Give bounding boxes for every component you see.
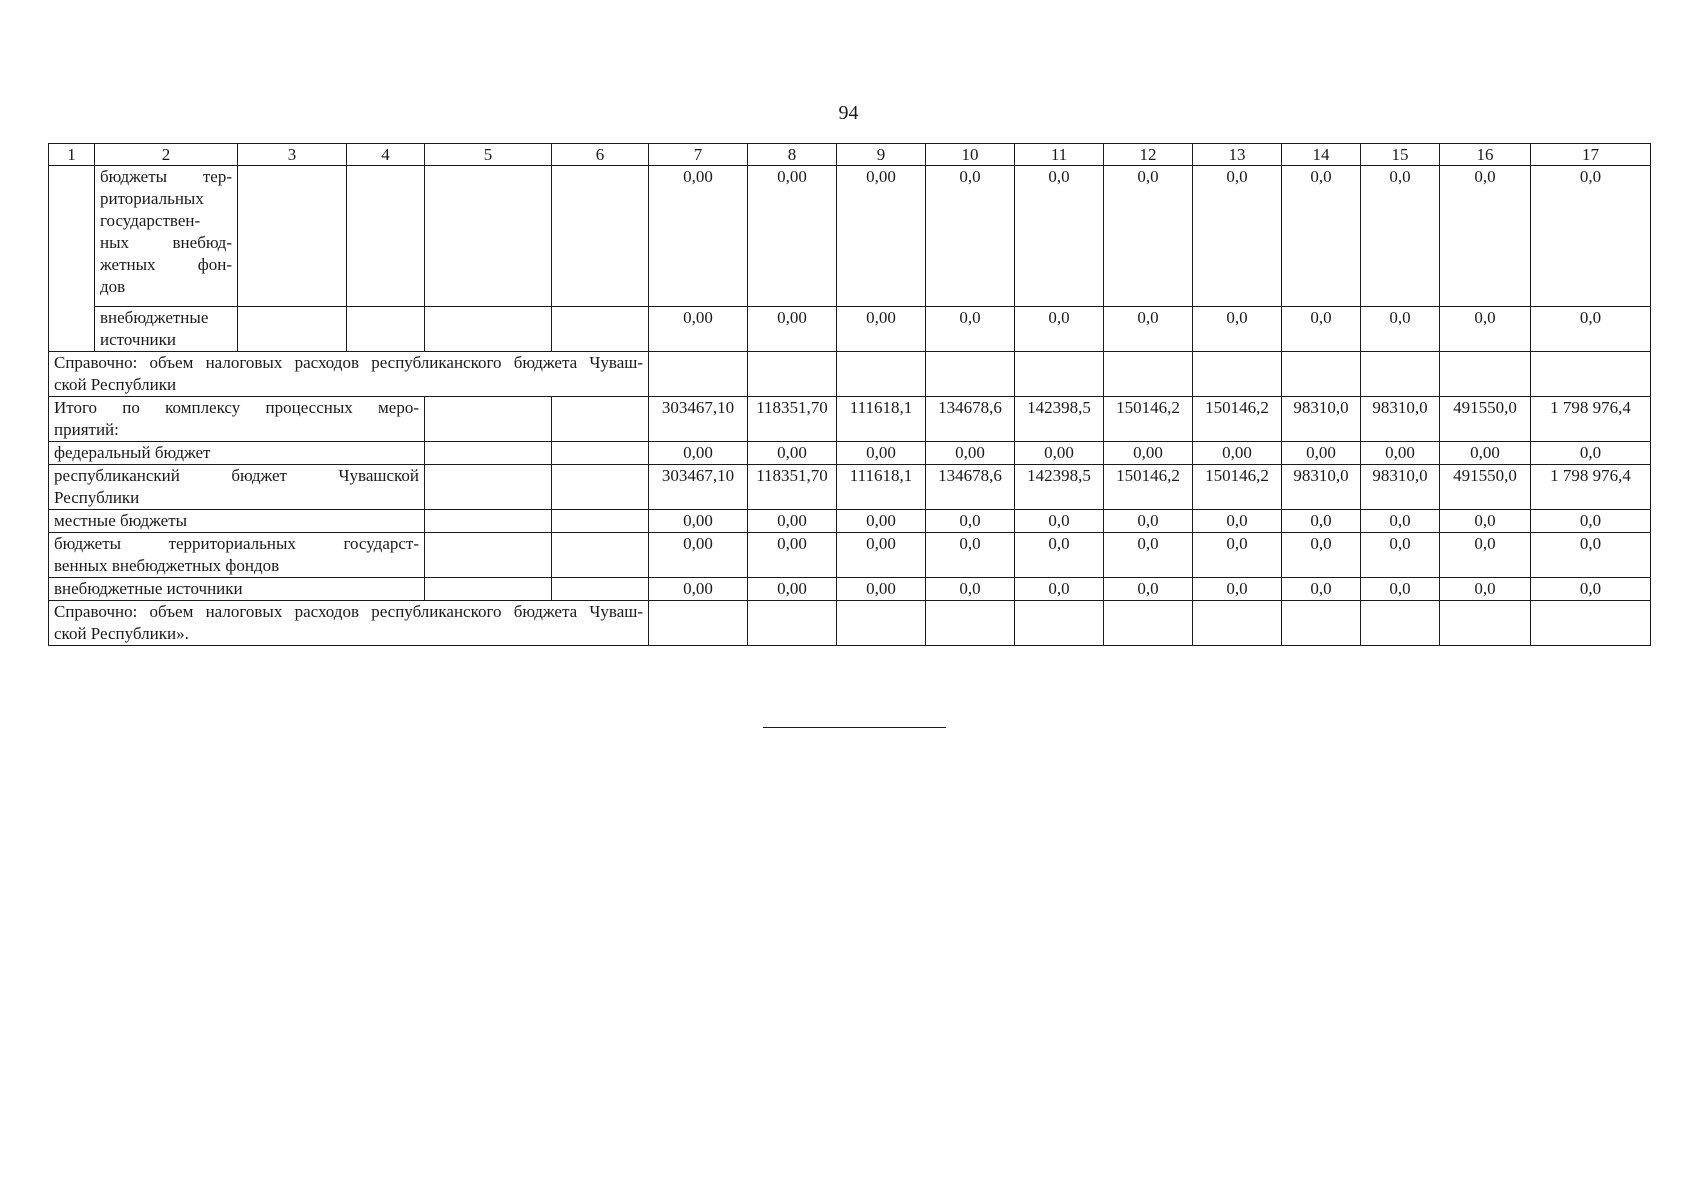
empty-cell bbox=[425, 533, 552, 578]
empty-cell bbox=[238, 307, 347, 352]
table-row bbox=[49, 533, 1651, 578]
value-cell: 0,0 bbox=[1440, 578, 1531, 601]
footer-rule bbox=[763, 727, 946, 728]
empty-cell bbox=[837, 352, 926, 397]
label-line: дов bbox=[100, 277, 126, 296]
value-cell: 0,00 bbox=[748, 307, 837, 352]
table-row bbox=[49, 307, 1651, 352]
row-label bbox=[95, 166, 238, 307]
value-cell: 142398,5 bbox=[1015, 397, 1104, 442]
empty-cell bbox=[1015, 352, 1104, 397]
row-label bbox=[49, 533, 425, 578]
label-line: федеральный бюджет bbox=[54, 443, 211, 462]
value-cell: 0,00 bbox=[649, 307, 748, 352]
value-cell: 0,0 bbox=[1015, 533, 1104, 578]
column-header: 16 bbox=[1440, 144, 1531, 166]
empty-cell bbox=[1015, 601, 1104, 646]
value-cell: 0,0 bbox=[1015, 307, 1104, 352]
value-cell: 0,0 bbox=[1104, 533, 1193, 578]
empty-cell bbox=[552, 510, 649, 533]
empty-cell bbox=[425, 465, 552, 510]
empty-cell bbox=[552, 465, 649, 510]
value-cell: 0,0 bbox=[1282, 533, 1361, 578]
value-cell: 0,00 bbox=[748, 533, 837, 578]
empty-cell bbox=[748, 601, 837, 646]
value-cell: 0,0 bbox=[1440, 166, 1531, 307]
value-cell: 0,0 bbox=[1531, 442, 1651, 465]
empty-cell bbox=[1440, 601, 1531, 646]
label-line: бюджеты территориальных государст- bbox=[54, 534, 419, 553]
column-header: 13 bbox=[1193, 144, 1282, 166]
column-header: 1 bbox=[49, 144, 95, 166]
value-cell: 150146,2 bbox=[1104, 397, 1193, 442]
value-cell: 0,00 bbox=[649, 533, 748, 578]
page-number: 94 bbox=[838, 102, 859, 124]
value-cell: 134678,6 bbox=[926, 397, 1015, 442]
value-cell: 142398,5 bbox=[1015, 465, 1104, 510]
value-cell: 0,00 bbox=[837, 166, 926, 307]
empty-cell bbox=[1440, 352, 1531, 397]
value-cell: 491550,0 bbox=[1440, 465, 1531, 510]
column-header: 17 bbox=[1531, 144, 1651, 166]
label-line: Справочно: объем налоговых расходов республиканского бюджета Чуваш- bbox=[54, 602, 643, 621]
value-cell: 0,0 bbox=[1282, 510, 1361, 533]
value-cell: 0,00 bbox=[837, 442, 926, 465]
value-cell: 0,0 bbox=[1193, 578, 1282, 601]
value-cell: 0,0 bbox=[1440, 307, 1531, 352]
empty-cell bbox=[1104, 601, 1193, 646]
empty-cell bbox=[1282, 352, 1361, 397]
label-line: венных внебюджетных фондов bbox=[54, 556, 280, 575]
value-cell: 0,0 bbox=[1361, 510, 1440, 533]
label-line: внебюджетные источники bbox=[54, 579, 243, 598]
empty-cell bbox=[425, 307, 552, 352]
value-cell: 0,0 bbox=[926, 533, 1015, 578]
value-cell: 0,0 bbox=[1104, 166, 1193, 307]
empty-cell bbox=[1193, 352, 1282, 397]
value-cell: 0,00 bbox=[748, 442, 837, 465]
label-line: местные бюджеты bbox=[54, 511, 188, 530]
column-header: 11 bbox=[1015, 144, 1104, 166]
value-cell: 0,00 bbox=[1193, 442, 1282, 465]
value-cell: 0,00 bbox=[748, 166, 837, 307]
table-row bbox=[49, 465, 1651, 510]
row-label bbox=[49, 510, 425, 533]
empty-cell bbox=[837, 601, 926, 646]
value-cell: 0,0 bbox=[1361, 533, 1440, 578]
value-cell: 1 798 976,4 bbox=[1531, 465, 1651, 510]
value-cell: 0,0 bbox=[1440, 510, 1531, 533]
value-cell: 0,0 bbox=[1104, 510, 1193, 533]
value-cell: 0,0 bbox=[926, 307, 1015, 352]
value-cell: 0,00 bbox=[649, 510, 748, 533]
value-cell: 98310,0 bbox=[1361, 397, 1440, 442]
column-header: 10 bbox=[926, 144, 1015, 166]
empty-cell bbox=[425, 166, 552, 307]
empty-cell bbox=[552, 533, 649, 578]
value-cell: 98310,0 bbox=[1361, 465, 1440, 510]
value-cell: 0,0 bbox=[1531, 510, 1651, 533]
value-cell: 0,00 bbox=[748, 578, 837, 601]
label-line: приятий: bbox=[54, 420, 119, 439]
value-cell: 111618,1 bbox=[837, 465, 926, 510]
value-cell: 303467,10 bbox=[649, 397, 748, 442]
table-row bbox=[49, 166, 1651, 307]
value-cell: 111618,1 bbox=[837, 397, 926, 442]
reference-label bbox=[49, 601, 649, 646]
value-cell: 0,00 bbox=[837, 578, 926, 601]
value-cell: 0,00 bbox=[837, 533, 926, 578]
empty-cell bbox=[552, 442, 649, 465]
label-line: источники bbox=[100, 330, 177, 349]
label-line: Справочно: объем налоговых расходов республиканского бюджета Чуваш- bbox=[54, 353, 643, 372]
value-cell: 0,00 bbox=[1282, 442, 1361, 465]
column-header: 3 bbox=[238, 144, 347, 166]
value-cell: 0,0 bbox=[1015, 578, 1104, 601]
empty-cell bbox=[1104, 352, 1193, 397]
empty-cell bbox=[425, 510, 552, 533]
empty-cell bbox=[1531, 352, 1651, 397]
empty-cell bbox=[552, 397, 649, 442]
label-line: Итого по комплексу процессных меро- bbox=[54, 398, 419, 417]
empty-cell bbox=[425, 578, 552, 601]
label-line: бюджеты тер- bbox=[100, 167, 232, 186]
empty-cell bbox=[347, 307, 425, 352]
value-cell: 150146,2 bbox=[1104, 465, 1193, 510]
value-cell: 0,0 bbox=[1361, 307, 1440, 352]
column-header: 4 bbox=[347, 144, 425, 166]
value-cell: 0,0 bbox=[1531, 578, 1651, 601]
budget-table bbox=[48, 143, 1651, 646]
table-row bbox=[49, 578, 1651, 601]
empty-cell bbox=[347, 166, 425, 307]
column-header: 15 bbox=[1361, 144, 1440, 166]
column-header: 14 bbox=[1282, 144, 1361, 166]
value-cell: 0,0 bbox=[1104, 578, 1193, 601]
value-cell: 0,0 bbox=[1015, 510, 1104, 533]
label-line: республиканский бюджет Чувашской bbox=[54, 466, 419, 485]
value-cell: 0,0 bbox=[1193, 510, 1282, 533]
empty-cell bbox=[748, 352, 837, 397]
value-cell: 0,0 bbox=[1282, 578, 1361, 601]
value-cell: 0,00 bbox=[748, 510, 837, 533]
total-row bbox=[49, 397, 1651, 442]
column-header: 12 bbox=[1104, 144, 1193, 166]
label-line: ных внебюд- bbox=[100, 233, 232, 252]
empty-cell bbox=[926, 601, 1015, 646]
empty-cell bbox=[1193, 601, 1282, 646]
column-header: 9 bbox=[837, 144, 926, 166]
value-cell: 0,0 bbox=[1361, 578, 1440, 601]
value-cell: 98310,0 bbox=[1282, 465, 1361, 510]
value-cell: 118351,70 bbox=[748, 397, 837, 442]
column-header: 8 bbox=[748, 144, 837, 166]
empty-cell bbox=[552, 166, 649, 307]
value-cell: 0,00 bbox=[1361, 442, 1440, 465]
empty-cell bbox=[649, 601, 748, 646]
label-line: ской Республики bbox=[54, 375, 177, 394]
value-cell: 303467,10 bbox=[649, 465, 748, 510]
total-label bbox=[49, 397, 425, 442]
empty-cell bbox=[552, 307, 649, 352]
empty-cell bbox=[49, 166, 95, 307]
value-cell: 0,0 bbox=[1282, 166, 1361, 307]
value-cell: 0,00 bbox=[649, 442, 748, 465]
value-cell: 98310,0 bbox=[1282, 397, 1361, 442]
value-cell: 0,0 bbox=[926, 510, 1015, 533]
value-cell: 0,0 bbox=[1104, 307, 1193, 352]
empty-cell bbox=[1282, 601, 1361, 646]
reference-label bbox=[49, 352, 649, 397]
empty-cell bbox=[1531, 601, 1651, 646]
column-header: 5 bbox=[425, 144, 552, 166]
value-cell: 0,0 bbox=[1361, 166, 1440, 307]
value-cell: 150146,2 bbox=[1193, 465, 1282, 510]
table-row bbox=[49, 510, 1651, 533]
empty-cell bbox=[49, 307, 95, 352]
value-cell: 0,0 bbox=[1193, 533, 1282, 578]
value-cell: 0,0 bbox=[1193, 307, 1282, 352]
value-cell: 1 798 976,4 bbox=[1531, 397, 1651, 442]
value-cell: 0,0 bbox=[1440, 533, 1531, 578]
value-cell: 0,00 bbox=[649, 166, 748, 307]
empty-cell bbox=[425, 397, 552, 442]
empty-cell bbox=[238, 166, 347, 307]
value-cell: 0,00 bbox=[1015, 442, 1104, 465]
empty-cell bbox=[1361, 601, 1440, 646]
label-line: риториальных bbox=[100, 189, 204, 208]
value-cell: 0,0 bbox=[1531, 166, 1651, 307]
reference-row bbox=[49, 352, 1651, 397]
label-line: внебюджетные bbox=[100, 308, 209, 327]
empty-cell bbox=[649, 352, 748, 397]
header-row bbox=[49, 144, 1651, 166]
value-cell: 0,0 bbox=[1015, 166, 1104, 307]
value-cell: 150146,2 bbox=[1193, 397, 1282, 442]
row-label bbox=[49, 465, 425, 510]
value-cell: 0,00 bbox=[926, 442, 1015, 465]
empty-cell bbox=[926, 352, 1015, 397]
value-cell: 118351,70 bbox=[748, 465, 837, 510]
column-header: 6 bbox=[552, 144, 649, 166]
value-cell: 0,0 bbox=[1282, 307, 1361, 352]
column-header: 2 bbox=[95, 144, 238, 166]
label-line: Республики bbox=[54, 488, 140, 507]
table-row bbox=[49, 442, 1651, 465]
value-cell: 0,00 bbox=[837, 307, 926, 352]
value-cell: 0,0 bbox=[926, 166, 1015, 307]
empty-cell bbox=[1361, 352, 1440, 397]
empty-cell bbox=[425, 442, 552, 465]
label-line: ской Республики». bbox=[54, 624, 189, 643]
column-header: 7 bbox=[649, 144, 748, 166]
value-cell: 491550,0 bbox=[1440, 397, 1531, 442]
value-cell: 0,00 bbox=[1440, 442, 1531, 465]
value-cell: 0,0 bbox=[1531, 307, 1651, 352]
value-cell: 0,0 bbox=[1531, 533, 1651, 578]
value-cell: 0,0 bbox=[926, 578, 1015, 601]
value-cell: 134678,6 bbox=[926, 465, 1015, 510]
value-cell: 0,00 bbox=[1104, 442, 1193, 465]
value-cell: 0,0 bbox=[1193, 166, 1282, 307]
reference-row bbox=[49, 601, 1651, 646]
value-cell: 0,00 bbox=[837, 510, 926, 533]
row-label bbox=[49, 578, 425, 601]
row-label bbox=[95, 307, 238, 352]
row-label bbox=[49, 442, 425, 465]
label-line: жетных фон- bbox=[100, 255, 232, 274]
label-line: государствен- bbox=[100, 211, 201, 230]
empty-cell bbox=[552, 578, 649, 601]
value-cell: 0,00 bbox=[649, 578, 748, 601]
